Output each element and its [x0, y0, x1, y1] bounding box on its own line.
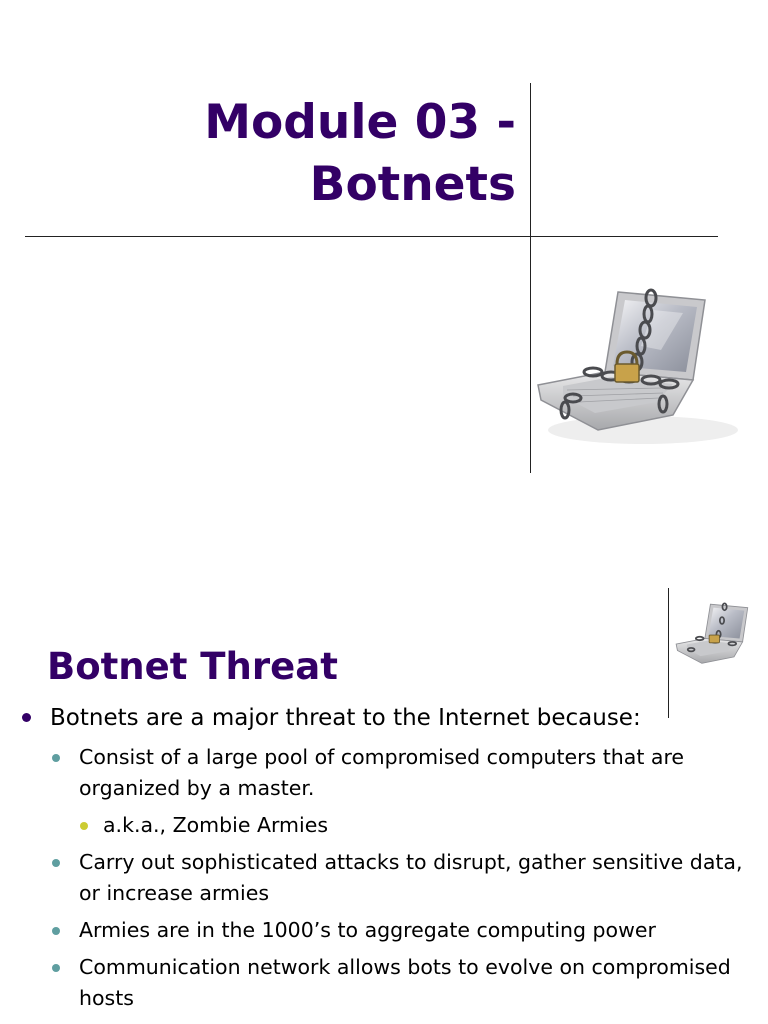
bullet-text: Consist of a large pool of compromised computers that are organized by a master.	[79, 745, 685, 800]
title-line-1: Module 03 -	[204, 95, 516, 150]
slide-title: Botnet Threat	[47, 645, 338, 688]
chained-laptop-image	[674, 598, 764, 673]
bullet-item-level-2	[0, 742, 768, 804]
vertical-divider	[530, 83, 531, 473]
slide-title	[204, 92, 516, 216]
bullet-text: Armies are in the 1000’s to aggregate computing power	[79, 918, 656, 942]
bullet-dot-icon	[22, 713, 31, 722]
bullet-text: a.k.a., Zombie Armies	[103, 813, 329, 837]
chained-laptop-image	[533, 280, 743, 450]
bullet-item-level-2	[0, 915, 768, 946]
bullet-list	[0, 700, 768, 1014]
horizontal-divider	[25, 236, 718, 237]
title-line-2: Botnets	[309, 157, 516, 212]
bullet-dot-icon	[52, 927, 60, 935]
bullet-item-level-1	[0, 700, 768, 736]
bullet-dot-icon	[80, 822, 88, 830]
bullet-text: Botnets are a major threat to the Internet because:	[50, 705, 641, 731]
content-slide	[0, 560, 768, 1024]
bullet-item-level-3	[0, 810, 768, 841]
bullet-dot-icon	[52, 964, 60, 972]
bullet-text: Carry out sophisticated attacks to disrupt, gather sensitive data, or increase armies	[79, 850, 743, 905]
bullet-dot-icon	[52, 754, 60, 762]
bullet-text: Communication network allows bots to evolve on compromised hosts	[79, 955, 731, 1010]
vertical-divider	[668, 588, 669, 718]
bullet-item-level-2	[0, 952, 768, 1014]
bullet-item-level-2	[0, 847, 768, 909]
bullet-dot-icon	[52, 859, 60, 867]
